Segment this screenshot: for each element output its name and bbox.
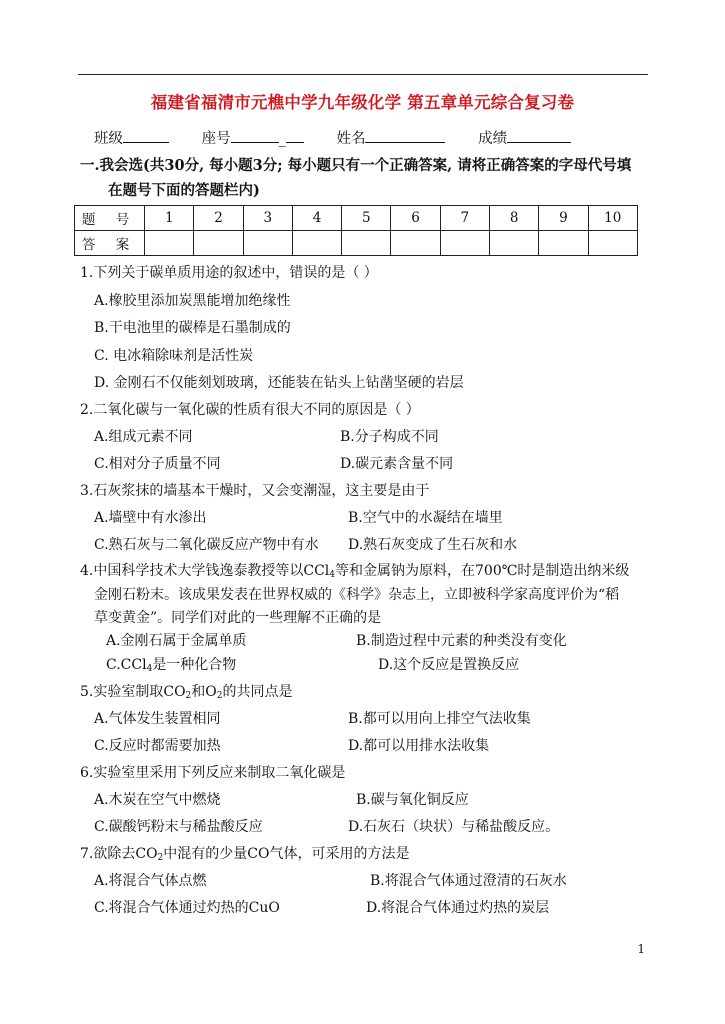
answer-table-header-row xyxy=(75,206,638,231)
question-number-cell: 9 xyxy=(539,206,588,231)
question-number-cell: 2 xyxy=(194,206,243,231)
question-7-stem: 7.欲除去CO2中混有的少量CO气体，可采用的方法是 xyxy=(80,846,410,863)
question-number-cell: 1 xyxy=(145,206,194,231)
question-3-stem: 3.石灰浆抹的墙基本干燥时，又会变潮湿，这主要是由于 xyxy=(80,483,430,499)
answer-cell[interactable] xyxy=(194,231,243,256)
student-info-line xyxy=(94,127,571,148)
question-number-cell: 4 xyxy=(292,206,341,231)
question-2-option-b: B.分子构成不同 xyxy=(340,429,439,445)
question-3-option-b: B.空气中的水凝结在墙里 xyxy=(348,510,503,526)
question-2-option-c: C.相对分子质量不同 xyxy=(94,456,221,472)
section-heading: 一.我会选(共30分, 每小题3分; 每小题只有一个正确答案, 请将正确答案的字母代号填 xyxy=(80,157,632,174)
page-title: 福建省福清市元樵中学九年级化学 第五章单元综合复习卷 xyxy=(150,93,575,112)
question-6-stem: 6.实验室里采用下列反应来制取二氧化碳是 xyxy=(80,765,346,781)
question-7-option-d: D.将混合气体通过灼热的炭层 xyxy=(366,900,550,916)
question-4-option-b: B.制造过程中元素的种类没有变化 xyxy=(356,633,567,649)
answer-cell[interactable] xyxy=(243,231,292,256)
score-field[interactable]: 成绩 xyxy=(478,131,571,147)
answer-cell[interactable] xyxy=(440,231,489,256)
answer-cell[interactable] xyxy=(489,231,538,256)
answer-cell[interactable] xyxy=(391,231,440,256)
page-number: 1 xyxy=(637,942,645,956)
seat-field[interactable]: 座号 _ xyxy=(202,131,304,147)
question-3-option-d: D.熟石灰变成了生石灰和水 xyxy=(348,537,518,553)
question-6-option-b: B.碳与氧化铜反应 xyxy=(356,792,469,808)
question-number-cell: 3 xyxy=(243,206,292,231)
question-7-option-b: B.将混合气体通过澄清的石灰水 xyxy=(370,873,567,889)
question-number-cell: 5 xyxy=(342,206,391,231)
question-number-cell: 10 xyxy=(588,206,637,231)
question-4-option-a: A.金刚石属于金属单质 xyxy=(106,633,247,649)
question-7-option-a: A.将混合气体点燃 xyxy=(94,873,207,889)
question-6-option-a: A.木炭在空气中燃烧 xyxy=(94,792,221,808)
question-7-option-c: C.将混合气体通过灼热的CuO xyxy=(94,900,280,916)
question-1-option-d: D. 金刚石不仅能刻划玻璃，还能装在钻头上钻凿坚硬的岩层 xyxy=(94,375,464,391)
question-4-stem-line3: 草变黄金”。同学们对此的一些理解不正确的是 xyxy=(94,610,382,626)
question-1-option-b: B.干电池里的碳棒是石墨制成的 xyxy=(94,320,291,336)
question-2-option-a: A.组成元素不同 xyxy=(94,429,193,445)
question-4-stem: 4.中国科学技术大学钱逸泰教授等以CCl4等和金属钠为原料，在700℃时是制造出纳米级 xyxy=(80,563,630,580)
question-5-option-c: C.反应时都需要加热 xyxy=(94,738,221,754)
question-5-option-a: A.气体发生装置相同 xyxy=(94,711,221,727)
question-number-cell: 6 xyxy=(391,206,440,231)
question-3-option-a: A.墙壁中有水渗出 xyxy=(94,510,207,526)
answer-cell[interactable] xyxy=(539,231,588,256)
answer-table-answer-row xyxy=(75,231,638,256)
question-5-option-b: B.都可以用向上排空气法收集 xyxy=(348,711,531,727)
question-2-option-d: D.碳元素含量不同 xyxy=(340,456,454,472)
question-1-option-a: A.橡胶里添加炭黑能增加绝缘性 xyxy=(94,293,291,309)
class-field[interactable]: 班级 xyxy=(94,131,169,147)
header-rule xyxy=(78,74,648,75)
question-number-label: 题 号 xyxy=(75,206,145,231)
answer-label: 答 案 xyxy=(75,231,145,256)
question-6-option-c: C.碳酸钙粉末与稀盐酸反应 xyxy=(94,819,263,835)
question-4-option-d: D.这个反应是置换反应 xyxy=(378,657,520,673)
question-1-stem: 1.下列关于碳单质用途的叙述中，错误的是（ ） xyxy=(80,265,378,281)
section-heading-cont: 在题号下面的答题栏内) xyxy=(108,182,260,199)
answer-cell[interactable] xyxy=(292,231,341,256)
question-4-stem-line2: 金刚石粉末。该成果发表在世界权威的《科学》杂志上，立即被科学家高度评价为“稻 xyxy=(94,587,620,603)
question-1-option-c: C. 电冰箱除味剂是活性炭 xyxy=(94,348,254,364)
answer-cell[interactable] xyxy=(145,231,194,256)
question-number-cell: 7 xyxy=(440,206,489,231)
answer-table xyxy=(74,205,638,256)
question-4-option-c: C.CCl4是一种化合物 xyxy=(106,657,237,674)
question-3-option-c: C.熟石灰与二氧化碳反应产物中有水 xyxy=(94,537,319,553)
question-5-option-d: D.都可以用排水法收集 xyxy=(348,738,490,754)
question-6-option-d: D.石灰石（块状）与稀盐酸反应。 xyxy=(348,819,560,835)
answer-cell[interactable] xyxy=(588,231,637,256)
name-field[interactable]: 姓名 xyxy=(336,131,445,147)
question-2-stem: 2.二氧化碳与一氧化碳的性质有很大不同的原因是（ ） xyxy=(80,402,420,418)
question-number-cell: 8 xyxy=(489,206,538,231)
question-5-stem: 5.实验室制取CO2和O2的共同点是 xyxy=(80,684,293,701)
answer-cell[interactable] xyxy=(342,231,391,256)
